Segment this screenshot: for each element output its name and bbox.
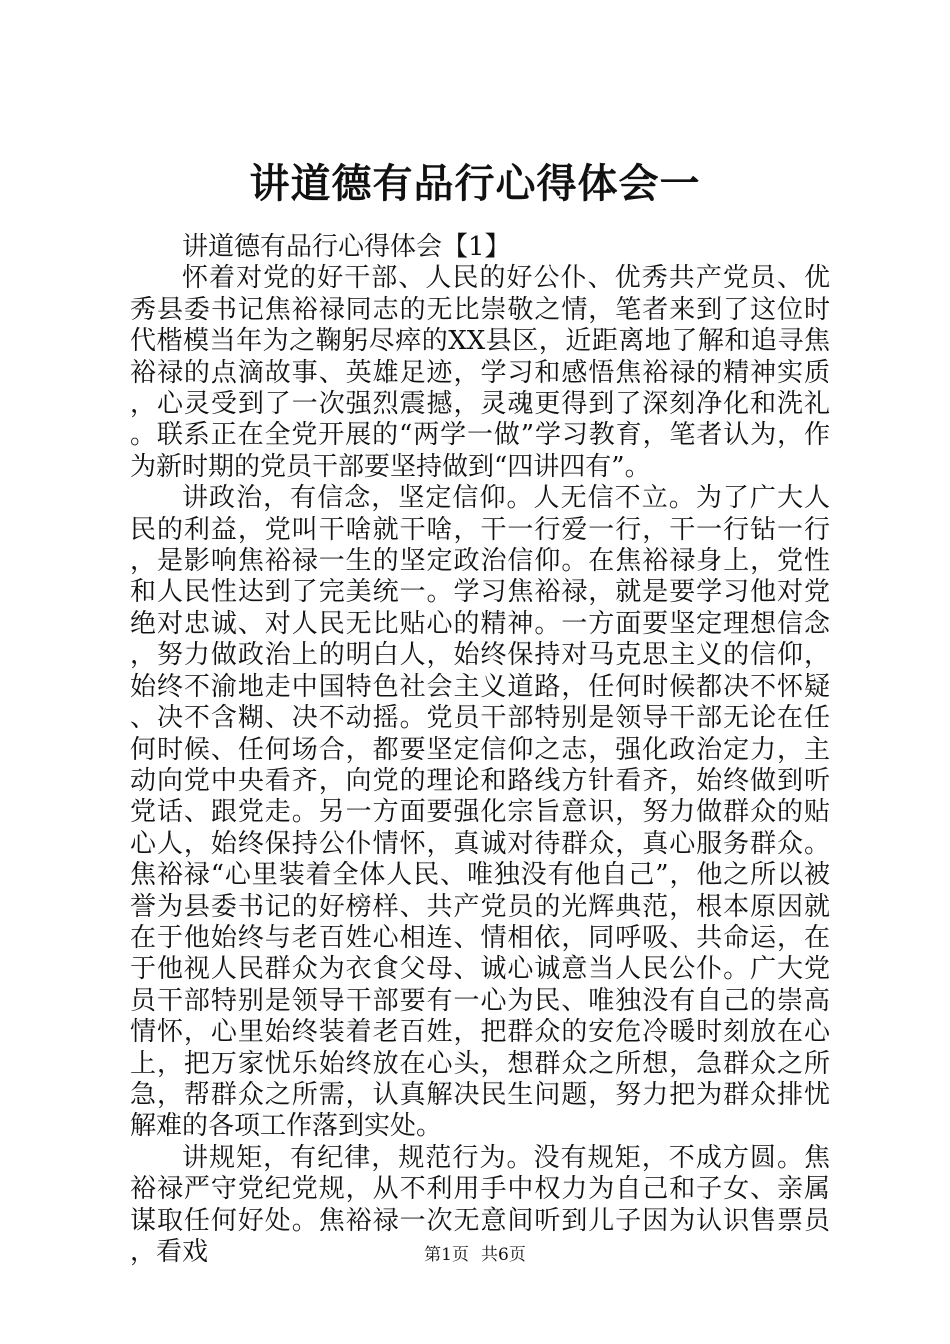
document-body xyxy=(130,232,830,1268)
document-title: 讲道德有品行心得体会一 xyxy=(249,160,701,207)
body-paragraph: 讲规矩，有纪律，规范行为。没有规矩，不成方圆。焦裕禄严守党纪党规，从不利用手中权力为自己和子女、亲属谋取任何好处。焦裕禄一次无意间听到儿子因为认识售票员，看戏 xyxy=(130,1142,830,1267)
page-total: 共6页 xyxy=(481,1245,526,1265)
body-paragraph: 怀着对党的好干部、人民的好公仆、优秀共产党员、优秀县委书记焦裕禄同志的无比崇敬之情，笔者来到了这位时代楷模当年为之鞠躬尽瘁的XX县区，近距离地了解和追寻焦裕禄的点滴故事、英雄足迹，学习和感悟焦裕禄的精神实质，心灵受到了一次强烈震撼，灵魂更得到了深刻净化和洗礼。联系正在全党开展的“两学一做”学习教育，笔者认为，作为新时期的党员干部要坚持做到“四讲四有”。 xyxy=(130,263,830,482)
section-heading: 讲道德有品行心得体会【1】 xyxy=(182,232,511,262)
body-paragraph: 讲政治，有信念，坚定信仰。人无信不立。为了广大人民的利益，党叫干啥就干啥，干一行爱一行，干一行钻一行，是影响焦裕禄一生的坚定政治信仰。在焦裕禄身上，党性和人民性达到了完美统一。学习焦裕禄，就是要学习他对党绝对忠诚、对人民无比贴心的精神。一方面要坚定理想信念，努力做政治上的明白人，始终保持对马克思主义的信仰，始终不渝地走中国特色社会主义道路，任何时候都决不怀疑、决不含糊、决不动摇。党员干部特别是领导干部无论在任何时候、任何场合，都要坚定信仰之志，强化政治定力，主动向党中央看齐，向党的理论和路线方针看齐，始终做到听党话、跟党走。另一方面要强化宗旨意识，努力做群众的贴心人，始终保持公仆情怀，真诚对待群众，真心服务群众。焦裕禄“心里装着全体人民、唯独没有他自己”，他之所以被誉为县委书记的好榜样、共产党员的光辉典范，根本原因就在于他始终与老百姓心相连、情相依，同呼吸、共命运，在于他视人民群众为衣食父母、诚心诚意当人民公仆。广大党员干部特别是领导干部要有一心为民、唯独没有自己的崇高情怀，心里始终装着老百姓，把群众的安危冷暖时刻放在心上，把万家忧乐始终放在心头，想群众之所想，急群众之所急，帮群众之所需，认真解决民生问题，努力把为群众排忧解难的各项工作落到实处。 xyxy=(130,483,830,1142)
page-footer xyxy=(0,1244,950,1266)
page-number: 第1页 xyxy=(424,1245,469,1265)
